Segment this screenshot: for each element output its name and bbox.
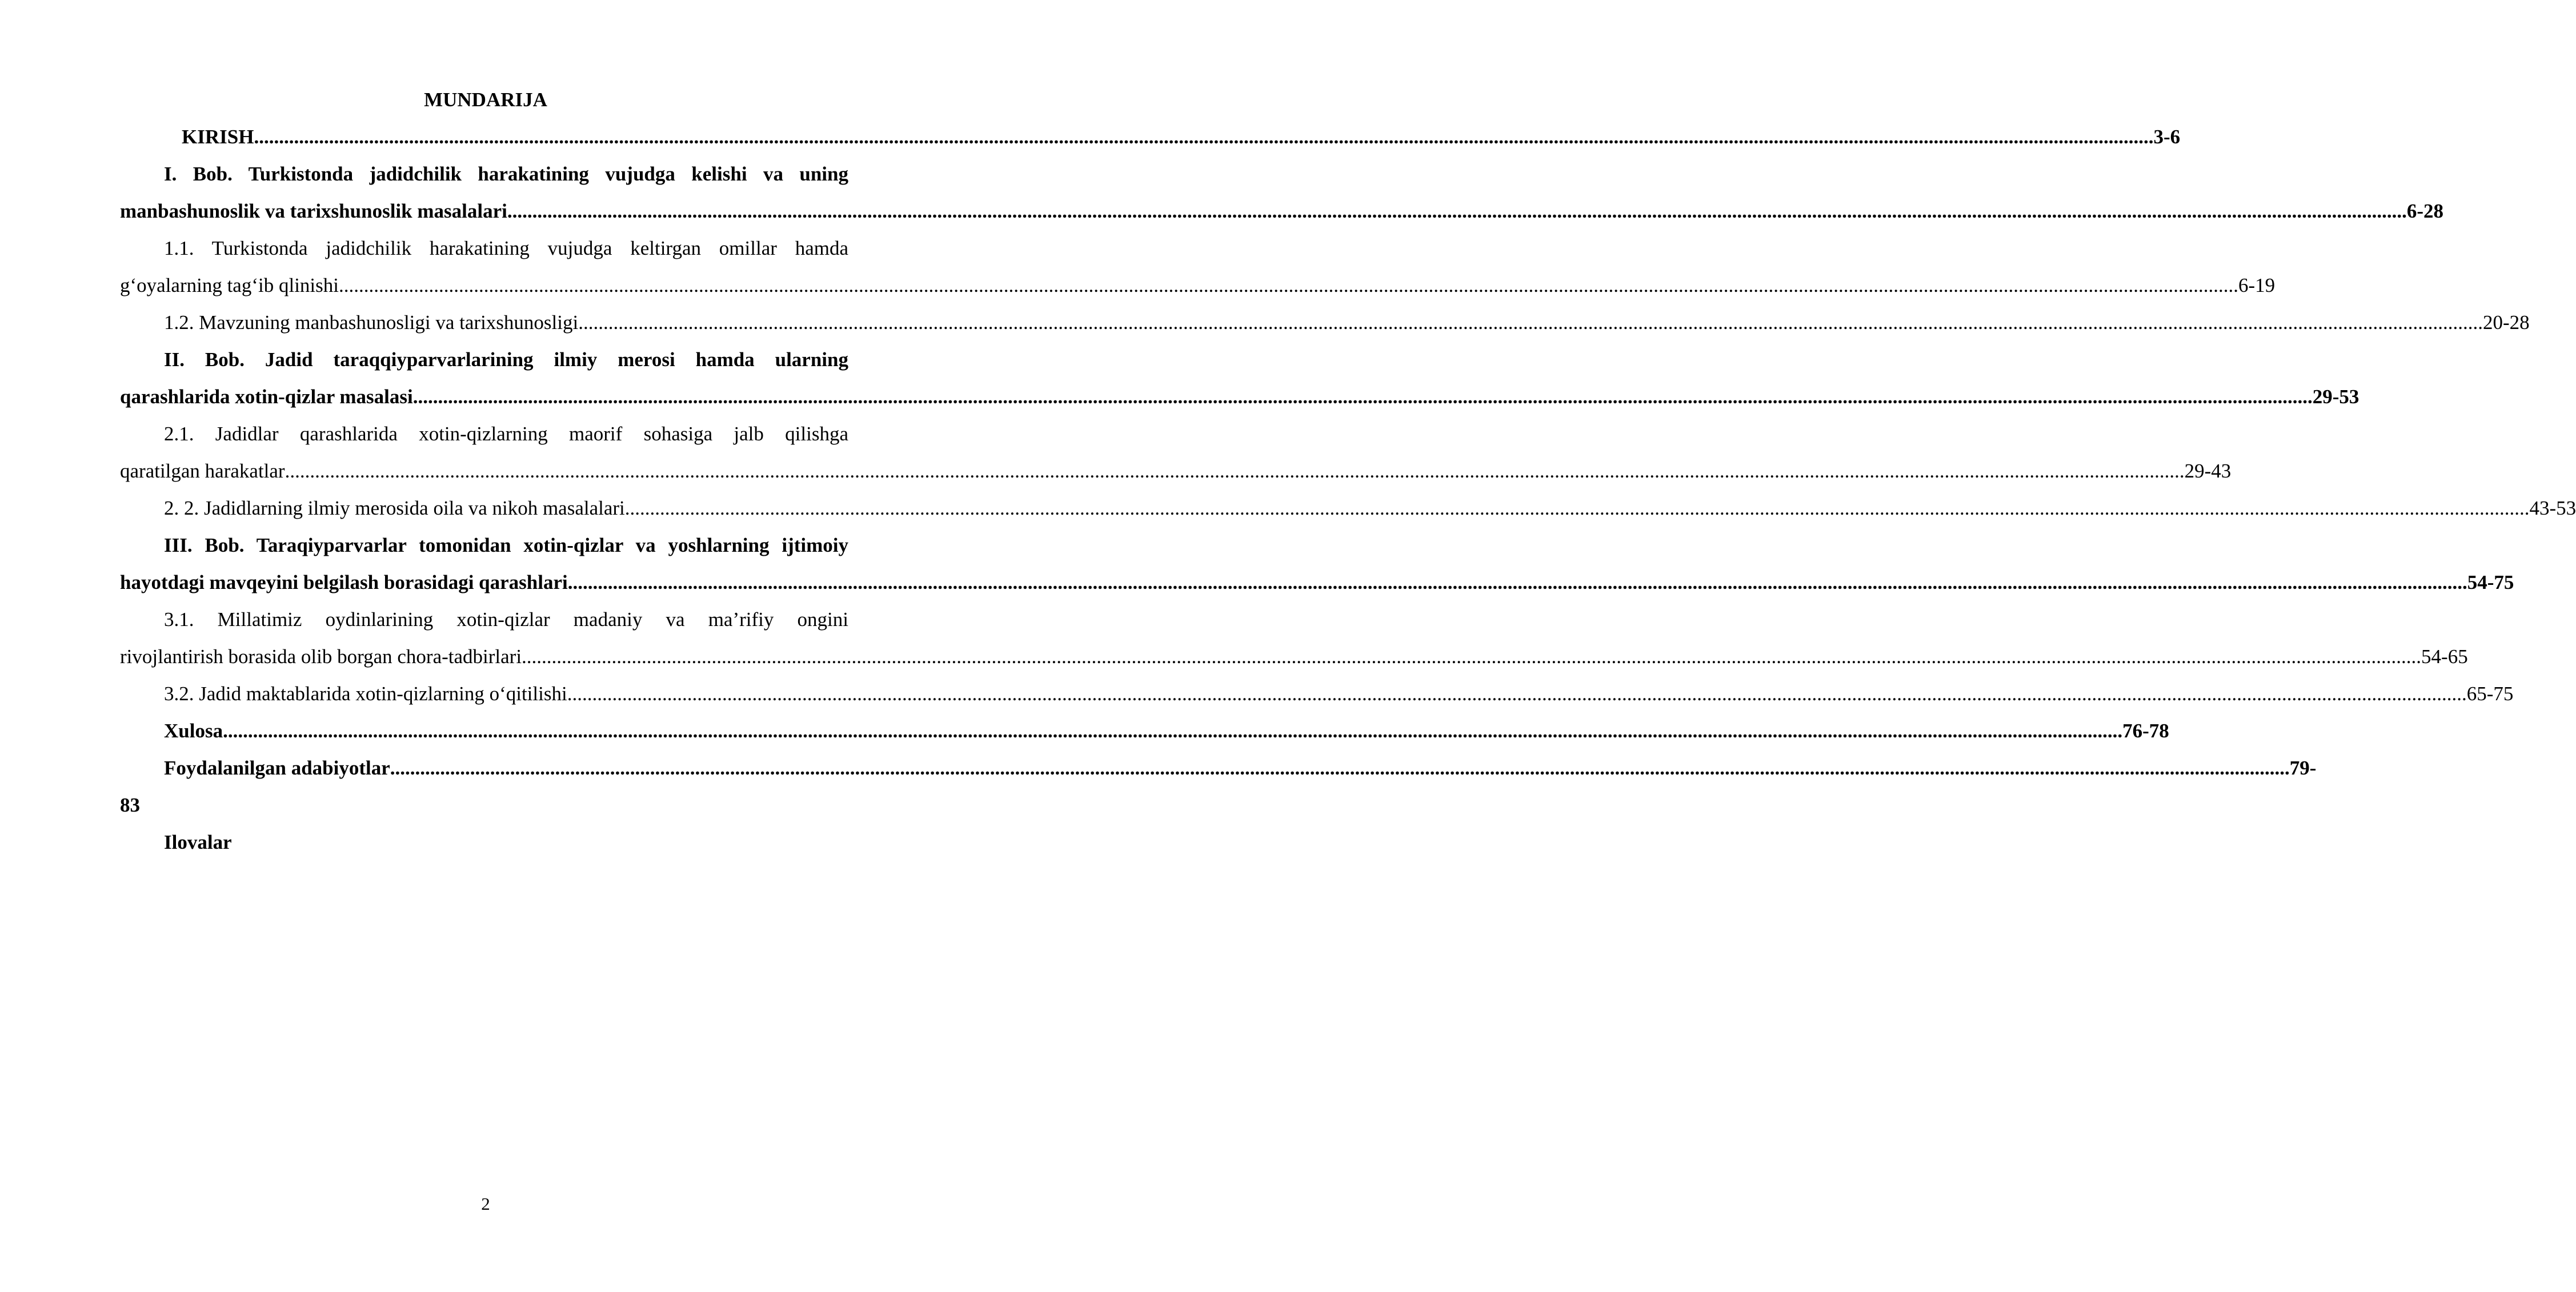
- dot-leader: ............................................................................................................................................................................................................................................................................................................................................................................................: [223, 720, 2123, 742]
- toc-page-number: 54-65: [2421, 645, 2468, 668]
- toc-entry-label: hayotdagi mavqeyini belgilash borasidagi qarashlari: [120, 571, 568, 593]
- toc-entry-chapter-2-line-1: II. Bob. Jadid taraqqiyparvarlarining ilmiy merosi hamda ularning: [164, 348, 848, 371]
- toc-page-number: 54-75: [2467, 571, 2514, 593]
- toc-page-number: 29-43: [2184, 460, 2232, 482]
- toc-page-number: 29-53: [2312, 386, 2359, 408]
- page-number: 2: [481, 1194, 490, 1214]
- toc-entry-label: rivojlantirish borasida olib borgan chora-tadbirlari: [120, 645, 522, 668]
- toc-entry-section-3-1-line-2: [120, 643, 2468, 671]
- toc-entry-label: KIRISH: [182, 126, 254, 148]
- toc-page-number: 43-53: [2529, 497, 2576, 519]
- toc-entry-ilovalar: Ilovalar: [164, 831, 232, 853]
- toc-entry-section-3-1-line-1: 3.1. Millatimiz oydinlarining xotin-qizlar madaniy va ma’rifiy ongini: [164, 608, 848, 631]
- dot-leader: ............................................................................................................................................................................................................................................................................................................................................................................................: [507, 200, 2407, 222]
- toc-page-number: 6-28: [2406, 200, 2443, 222]
- toc-entry-label: Foydalanilgan adabiyotlar: [164, 757, 390, 779]
- toc-page-number: 79-: [2289, 757, 2317, 779]
- toc-entry-label: 1.2. Mavzuning manbashunosligi va tarixshunosligi.: [164, 311, 583, 334]
- toc-entry-chapter-1-line-2: [120, 197, 2443, 226]
- dot-leader: ............................................................................................................................................................................................................................................................................................................................................................................................: [567, 571, 2467, 593]
- dot-leader: ............................................................................................................................................................................................................................................................................................................................................................................................: [583, 311, 2483, 334]
- toc-entry-section-2-2: [164, 494, 2576, 523]
- toc-entry-section-2-1-line-2: [120, 457, 2232, 485]
- toc-page-number: 65-75: [2466, 683, 2514, 705]
- dot-leader: ............................................................................................................................................................................................................................................................................................................................................................................................: [254, 126, 2154, 148]
- toc-entry-section-1-1-line-2: [120, 271, 2275, 300]
- toc-entry-label: 2. 2. Jadidlarning ilmiy merosida oila va nikoh masalalari.: [164, 497, 630, 519]
- toc-entry-label: qaratilgan harakatlar: [120, 460, 285, 482]
- toc-entry-chapter-1-line-1: I. Bob. Turkistonda jadidchilik harakatining vujudga kelishi va uning: [164, 163, 848, 185]
- toc-entry-chapter-2-line-2: [120, 383, 2359, 411]
- toc-page-number: 6-19: [2238, 274, 2275, 296]
- toc-entry-chapter-3-line-2: [120, 568, 2514, 597]
- toc-entry-label: manbashunoslik va tarixshunoslik masalalari: [120, 200, 507, 222]
- dot-leader: ............................................................................................................................................................................................................................................................................................................................................................................................: [338, 274, 2238, 296]
- dot-leader: ............................................................................................................................................................................................................................................................................................................................................................................................: [390, 757, 2290, 779]
- toc-entry-adabiyotlar: [164, 754, 2317, 783]
- toc-entry-section-1-2: [164, 308, 2530, 337]
- toc-page-number: 3-6: [2153, 126, 2181, 148]
- toc-page-number-continuation: 83: [120, 794, 140, 816]
- dot-leader: ............................................................................................................................................................................................................................................................................................................................................................................................: [412, 386, 2313, 408]
- toc-entry-xulosa: [164, 717, 2169, 745]
- toc-entry-label: qarashlarida xotin-qizlar masalasi: [120, 386, 413, 408]
- toc-entry-chapter-3-line-1: III. Bob. Taraqiyparvarlar tomonidan xotin-qizlar va yoshlarning ijtimoiy: [164, 534, 848, 556]
- toc-page-number: 76-78: [2122, 720, 2169, 742]
- dot-leader: ............................................................................................................................................................................................................................................................................................................................................................................................: [285, 460, 2185, 482]
- toc-entry-label: 3.2. Jadid maktablarida xotin-qizlarning o‘qitilishi: [164, 683, 567, 705]
- dot-leader: ............................................................................................................................................................................................................................................................................................................................................................................................: [522, 645, 2422, 668]
- toc-entry-section-1-1-line-1: 1.1. Turkistonda jadidchilik harakatining vujudga keltirgan omillar hamda: [164, 237, 848, 259]
- toc-entry-label: Xulosa: [164, 720, 223, 742]
- dot-leader: ............................................................................................................................................................................................................................................................................................................................................................................................: [630, 497, 2530, 519]
- dot-leader: ............................................................................................................................................................................................................................................................................................................................................................................................: [567, 683, 2467, 705]
- toc-entry-kirish: [182, 123, 2181, 151]
- toc-entry-section-3-2: [164, 680, 2514, 708]
- toc-entry-label: g‘oyalarning tag‘ib qlinishi: [120, 274, 339, 296]
- page-title: MUNDARIJA: [424, 89, 547, 111]
- toc-page-number: 20-28: [2482, 311, 2530, 334]
- toc-entry-section-2-1-line-1: 2.1. Jadidlar qarashlarida xotin-qizlarning maorif sohasiga jalb qilishga: [164, 423, 848, 445]
